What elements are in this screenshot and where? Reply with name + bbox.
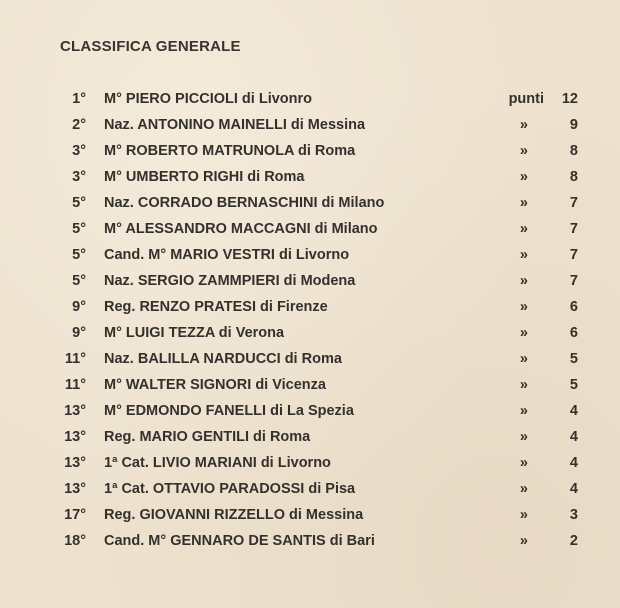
page-title: CLASSIFICA GENERALE [60,38,241,55]
rank-position: 5° [72,195,86,211]
rank-position: 5° [72,247,86,263]
points-value: 6 [569,325,578,341]
points-value: 4 [569,429,578,445]
rank-position: 3° [72,169,86,185]
ditto-mark: » [519,221,528,237]
rank-position: 9° [72,299,86,315]
points-value: 3 [569,507,578,523]
ditto-mark: » [519,455,528,471]
ranking-row [0,401,620,427]
rank-position: 2° [72,117,86,133]
ranking-list [0,89,620,557]
ranking-row [0,323,620,349]
ranking-row [0,141,620,167]
ranking-row [0,479,620,505]
ranking-row [0,167,620,193]
competitor-name: Naz. SERGIO ZAMMPIERI di Modena [104,273,356,289]
ranking-row [0,193,620,219]
competitor-name: M° LUIGI TEZZA di Verona [104,325,285,341]
ditto-mark: » [519,273,528,289]
ditto-mark: » [519,481,528,497]
ditto-mark: » [519,351,528,367]
rank-position: 13° [64,481,86,497]
rank-position: 11° [64,377,86,393]
ditto-mark: » [519,429,528,445]
ditto-mark: » [519,507,528,523]
competitor-name: M° ROBERTO MATRUNOLA di Roma [104,143,356,159]
ranking-row [0,505,620,531]
competitor-name: Cand. M° GENNARO DE SANTIS di Bari [104,533,375,549]
ditto-mark: » [519,299,528,315]
competitor-name: 1ª Cat. LIVIO MARIANI di Livorno [104,455,331,471]
ditto-mark: » [519,117,528,133]
points-value: 6 [569,299,578,315]
ditto-mark: » [519,169,528,185]
ditto-mark: » [519,247,528,263]
points-value: 8 [569,169,578,185]
rank-position: 13° [64,429,86,445]
competitor-name: Reg. MARIO GENTILI di Roma [104,429,311,445]
rank-position: 13° [64,455,86,471]
ditto-mark: » [519,143,528,159]
points-value: 9 [569,117,578,133]
ranking-row [0,375,620,401]
points-value: 5 [569,351,578,367]
ranking-row [0,271,620,297]
points-label: punti [508,91,544,107]
ranking-row [0,427,620,453]
rank-position: 9° [72,325,86,341]
competitor-name: Naz. ANTONINO MAINELLI di Messina [104,117,366,133]
points-value: 4 [569,403,578,419]
ditto-mark: » [519,403,528,419]
rank-position: 1° [72,91,86,107]
points-value: 7 [569,273,578,289]
ranking-row [0,453,620,479]
competitor-name: Reg. GIOVANNI RIZZELLO di Messina [104,507,364,523]
points-value: 7 [569,221,578,237]
points-value: 7 [569,195,578,211]
competitor-name: M° EDMONDO FANELLI di La Spezia [104,403,354,419]
competitor-name: Naz. BALILLA NARDUCCI di Roma [104,351,342,367]
points-value: 5 [569,377,578,393]
rank-position: 17° [64,507,86,523]
ranking-row [0,297,620,323]
competitor-name: Naz. CORRADO BERNASCHINI di Milano [104,195,385,211]
ditto-mark: » [519,195,528,211]
ditto-mark: » [519,377,528,393]
rank-position: 11° [64,351,86,367]
ditto-mark: » [519,533,528,549]
competitor-name: Reg. RENZO PRATESI di Firenze [104,299,328,315]
points-value: 7 [569,247,578,263]
competitor-name: M° UMBERTO RIGHI di Roma [104,169,305,185]
ranking-row [0,349,620,375]
rank-position: 5° [72,221,86,237]
points-value: 2 [569,533,578,549]
ranking-row [0,219,620,245]
points-value: 12 [561,91,578,107]
rank-position: 18° [64,533,86,549]
points-value: 8 [569,143,578,159]
ranking-row [0,531,620,557]
competitor-name: M° WALTER SIGNORI di Vicenza [104,377,326,393]
competitor-name: M° ALESSANDRO MACCAGNI di Milano [104,221,378,237]
ditto-mark: » [519,325,528,341]
points-value: 4 [569,455,578,471]
points-value: 4 [569,481,578,497]
rank-position: 3° [72,143,86,159]
ranking-row [0,89,620,115]
ranking-row [0,245,620,271]
rank-position: 5° [72,273,86,289]
rank-position: 13° [64,403,86,419]
ranking-row [0,115,620,141]
competitor-name: Cand. M° MARIO VESTRI di Livorno [104,247,350,263]
competitor-name: M° PIERO PICCIOLI di Livonro [104,91,312,107]
competitor-name: 1ª Cat. OTTAVIO PARADOSSI di Pisa [104,481,356,497]
